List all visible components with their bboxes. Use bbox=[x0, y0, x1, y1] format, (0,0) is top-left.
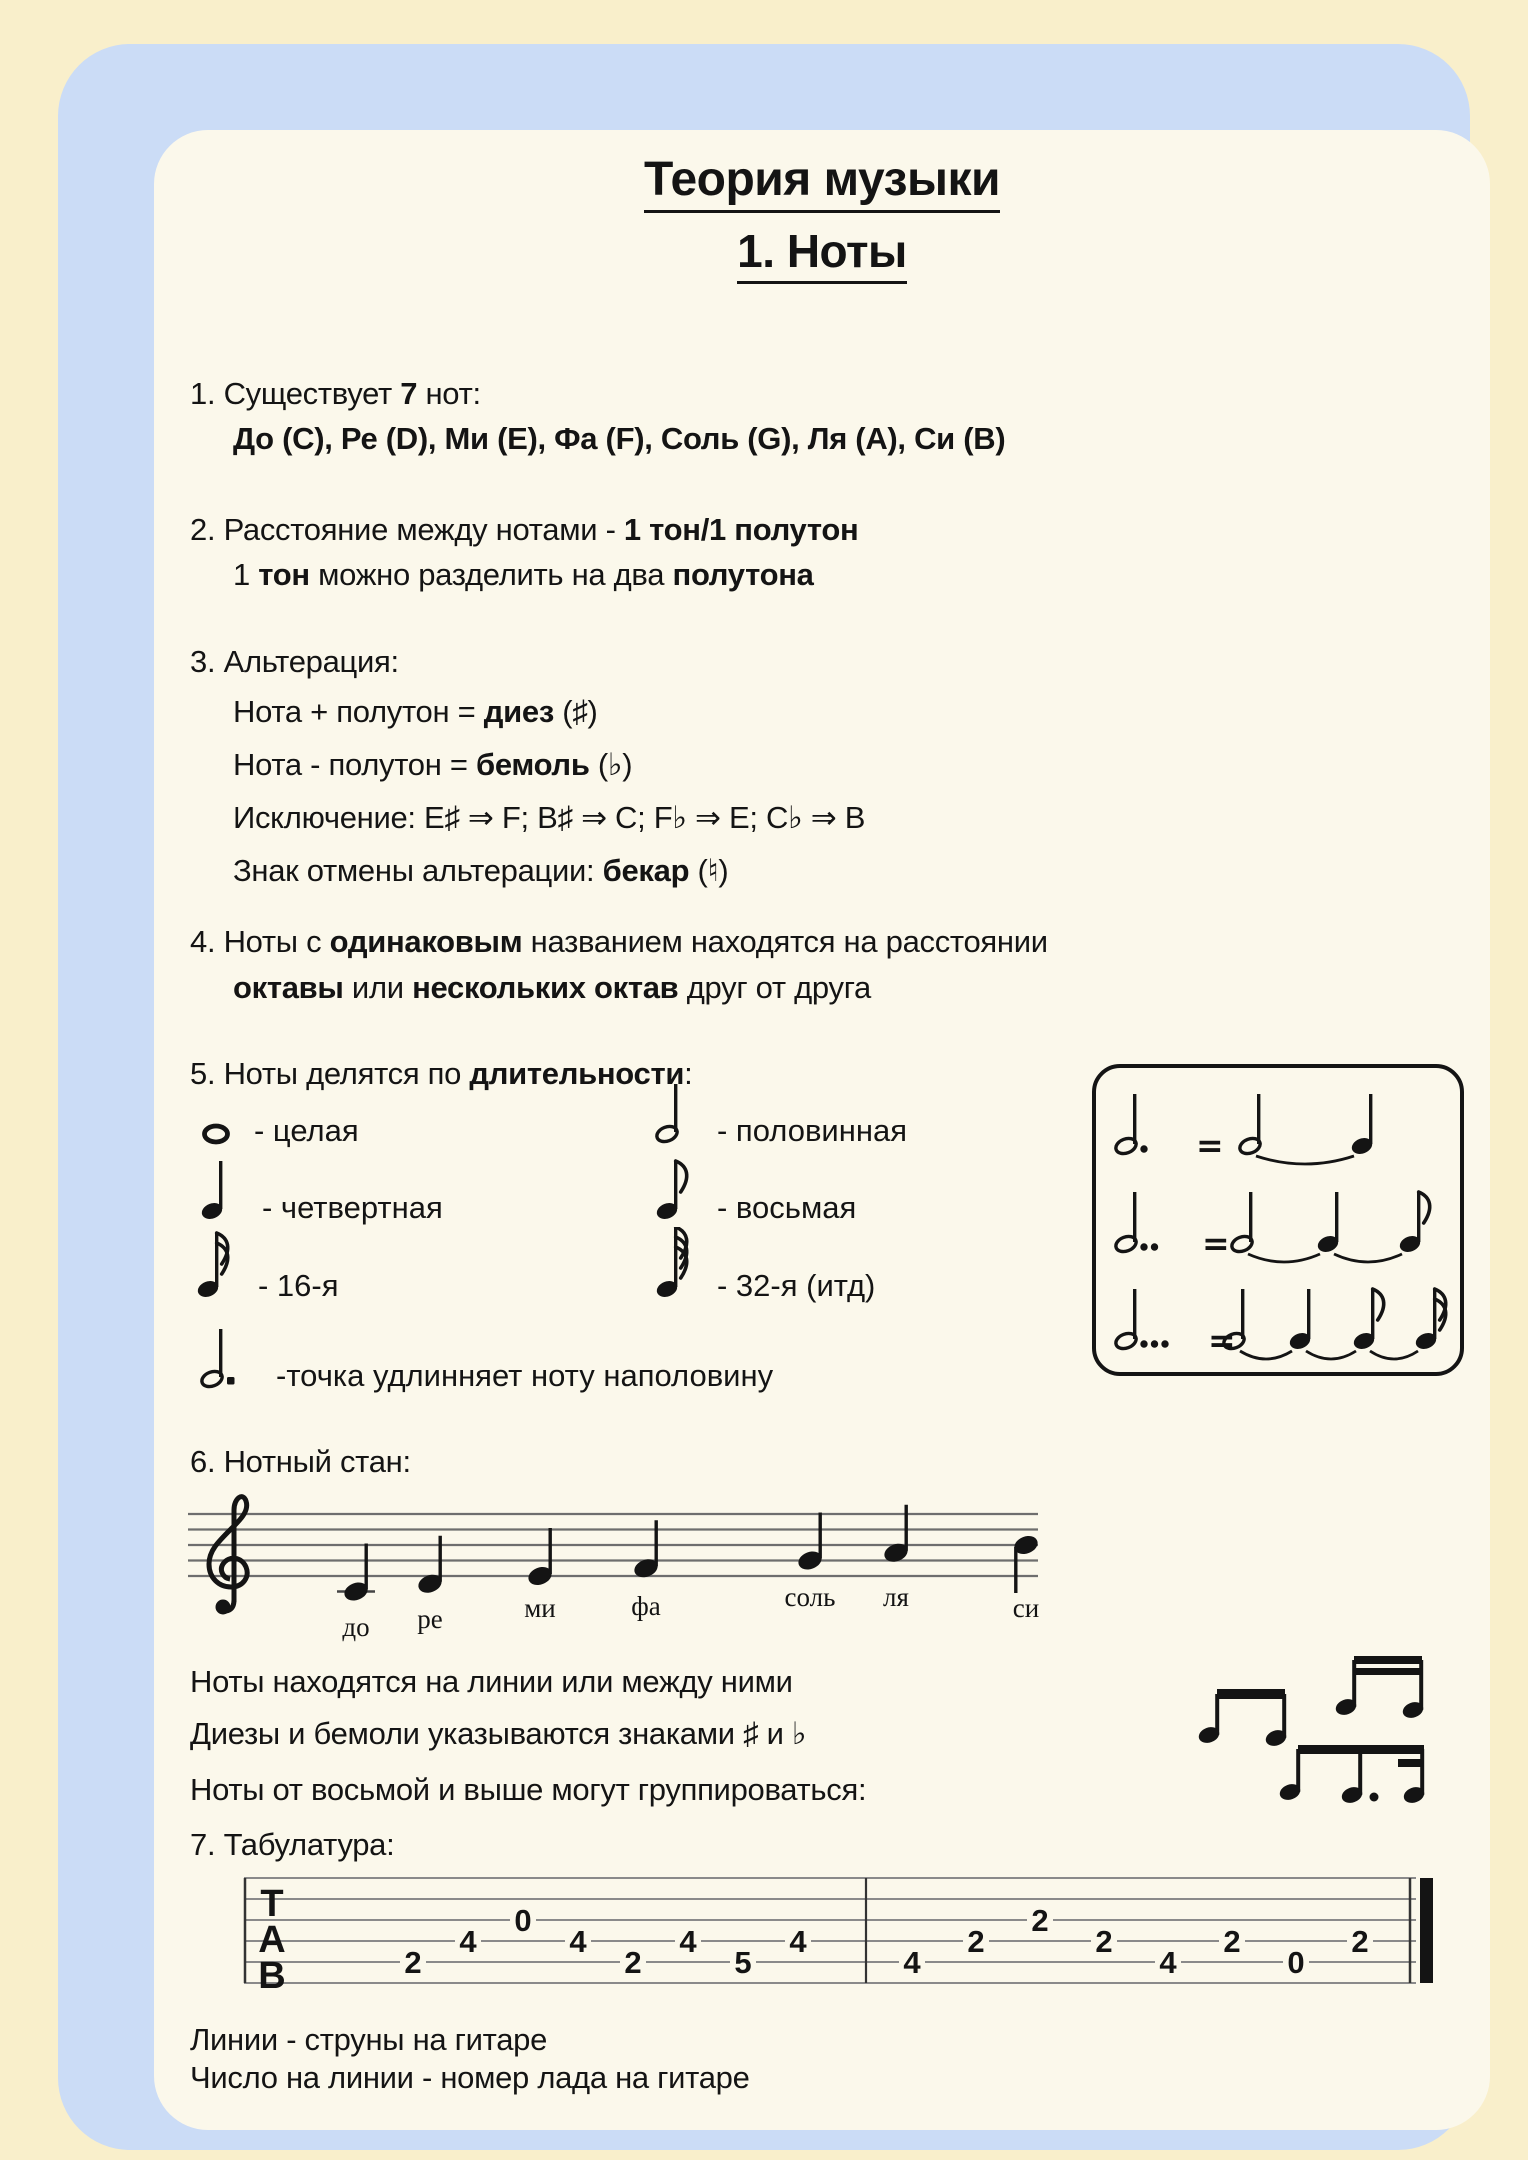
duration-row-eighth bbox=[653, 1150, 856, 1230]
staff-notation bbox=[188, 1486, 1042, 1649]
poster-frame bbox=[58, 44, 1470, 2150]
staff-note2: Диезы и бемоли указываются знаками ♯ и ♭ bbox=[190, 1716, 807, 1751]
whole-note-icon bbox=[198, 1072, 238, 1153]
duration-row-whole bbox=[198, 1073, 359, 1153]
svg-text:5: 5 bbox=[734, 1945, 752, 1980]
duration-label: - 32-я (итд) bbox=[717, 1268, 876, 1303]
item7-header: 7. Табулатура: bbox=[190, 1827, 395, 1862]
duration-label: - половинная bbox=[717, 1113, 908, 1148]
eighth-note-icon bbox=[653, 1149, 701, 1230]
duration-row-thirtysecond bbox=[653, 1228, 875, 1308]
svg-text:2: 2 bbox=[1095, 1924, 1113, 1959]
dotted-rhythm-group-icon bbox=[1278, 1742, 1432, 1811]
duration-label: - целая bbox=[254, 1113, 359, 1148]
item3-line1: Нота + полутон = диез (♯) bbox=[233, 694, 598, 729]
sixteenth-note-icon bbox=[194, 1227, 242, 1308]
tab-note1: Линии - струны на гитаре bbox=[190, 2022, 548, 2057]
svg-text:4: 4 bbox=[569, 1924, 587, 1959]
svg-text:4: 4 bbox=[789, 1924, 807, 1959]
item3-line2: Нота - полутон = бемоль (♭) bbox=[233, 747, 633, 782]
svg-text:0: 0 bbox=[1287, 1945, 1305, 1980]
dotted-note-equation bbox=[1110, 1176, 1450, 1272]
svg-text:4: 4 bbox=[1159, 1945, 1177, 1980]
svg-text:си: си bbox=[1012, 1593, 1040, 1623]
duration-label: - восьмая bbox=[717, 1190, 857, 1225]
svg-text:2: 2 bbox=[967, 1924, 985, 1959]
half-note-icon bbox=[653, 1072, 701, 1153]
item3-line4: Знак отмены альтерации: бекар (♮) bbox=[233, 853, 729, 888]
svg-text:A: A bbox=[258, 1919, 286, 1961]
duration-label: - четвертная bbox=[262, 1190, 443, 1225]
svg-text:2: 2 bbox=[404, 1945, 422, 1980]
svg-text:4: 4 bbox=[903, 1945, 921, 1980]
item1-line1: 1. Существует 7 нот: bbox=[190, 376, 481, 411]
svg-text:B: B bbox=[258, 1955, 286, 1997]
dotted-half-note-icon bbox=[198, 1313, 260, 1398]
staff-note3: Ноты от восьмой и выше могут группироваться: bbox=[190, 1772, 867, 1807]
dot-rule-label: -точка удлинняет ноту наполовину bbox=[276, 1358, 774, 1393]
beamed-eighth-notes-icon bbox=[1197, 1686, 1289, 1753]
item3-line3: Исключение: E♯ ⇒ F; B♯ ⇒ C; F♭ ⇒ E; C♭ ⇒ B bbox=[233, 800, 866, 835]
svg-text:фа: фа bbox=[631, 1591, 661, 1621]
item5-header: 5. Ноты делятся по длительности: bbox=[190, 1056, 693, 1091]
thirty-second-note-icon bbox=[653, 1227, 701, 1308]
duration-row-quarter bbox=[198, 1150, 443, 1230]
dotted-note-equation bbox=[1110, 1273, 1450, 1369]
beamed-sixteenth-notes-icon bbox=[1334, 1654, 1426, 1725]
svg-text:T: T bbox=[260, 1883, 284, 1925]
svg-text:4: 4 bbox=[459, 1924, 477, 1959]
guitar-tablature bbox=[242, 1870, 1440, 2007]
svg-text:2: 2 bbox=[624, 1945, 642, 1980]
staff-note1: Ноты находятся на линии или между ними bbox=[190, 1664, 793, 1699]
tab-note2: Число на линии - номер лада на гитаре bbox=[190, 2060, 750, 2095]
svg-text:2: 2 bbox=[1223, 1924, 1241, 1959]
svg-text:=: = bbox=[1208, 1321, 1236, 1360]
svg-text:4: 4 bbox=[679, 1924, 697, 1959]
duration-row-half bbox=[653, 1073, 907, 1153]
svg-text:ля: ля bbox=[883, 1582, 909, 1612]
svg-text:2: 2 bbox=[1031, 1903, 1049, 1938]
svg-text:до: до bbox=[342, 1612, 370, 1642]
item1-line2: До (C), Ре (D), Ми (E), Фа (F), Соль (G), Ля (A), Си (B) bbox=[233, 421, 1006, 456]
item4-line2: октавы или нескольких октав друг от друга bbox=[233, 970, 871, 1005]
svg-text:ре: ре bbox=[417, 1604, 443, 1634]
svg-text:соль: соль bbox=[784, 1582, 836, 1612]
duration-row-dot-rule bbox=[198, 1318, 773, 1398]
dotted-note-equation bbox=[1110, 1078, 1450, 1174]
content-panel bbox=[154, 130, 1490, 2130]
duration-label: - 16-я bbox=[258, 1268, 339, 1303]
svg-text:2: 2 bbox=[1351, 1924, 1369, 1959]
item6-header: 6. Нотный стан: bbox=[190, 1444, 411, 1479]
item2-line1: 2. Расстояние между нотами - 1 тон/1 полутон bbox=[190, 512, 859, 547]
page-title: Теория музыки bbox=[154, 152, 1490, 207]
item3-header: 3. Альтерация: bbox=[190, 644, 399, 679]
svg-text:=: = bbox=[1202, 1224, 1230, 1263]
svg-text:0: 0 bbox=[514, 1903, 532, 1938]
page-subtitle: 1. Ноты bbox=[154, 224, 1490, 278]
item2-line2: 1 тон можно разделить на два полутона bbox=[233, 557, 814, 592]
item4-line1: 4. Ноты с одинаковым названием находятся на расстоянии bbox=[190, 924, 1048, 959]
svg-text:=: = bbox=[1196, 1126, 1224, 1165]
dotted-note-equivalence-box bbox=[1092, 1064, 1464, 1376]
svg-text:ми: ми bbox=[524, 1593, 556, 1623]
quarter-note-icon bbox=[198, 1149, 246, 1230]
duration-row-sixteenth bbox=[194, 1228, 339, 1308]
